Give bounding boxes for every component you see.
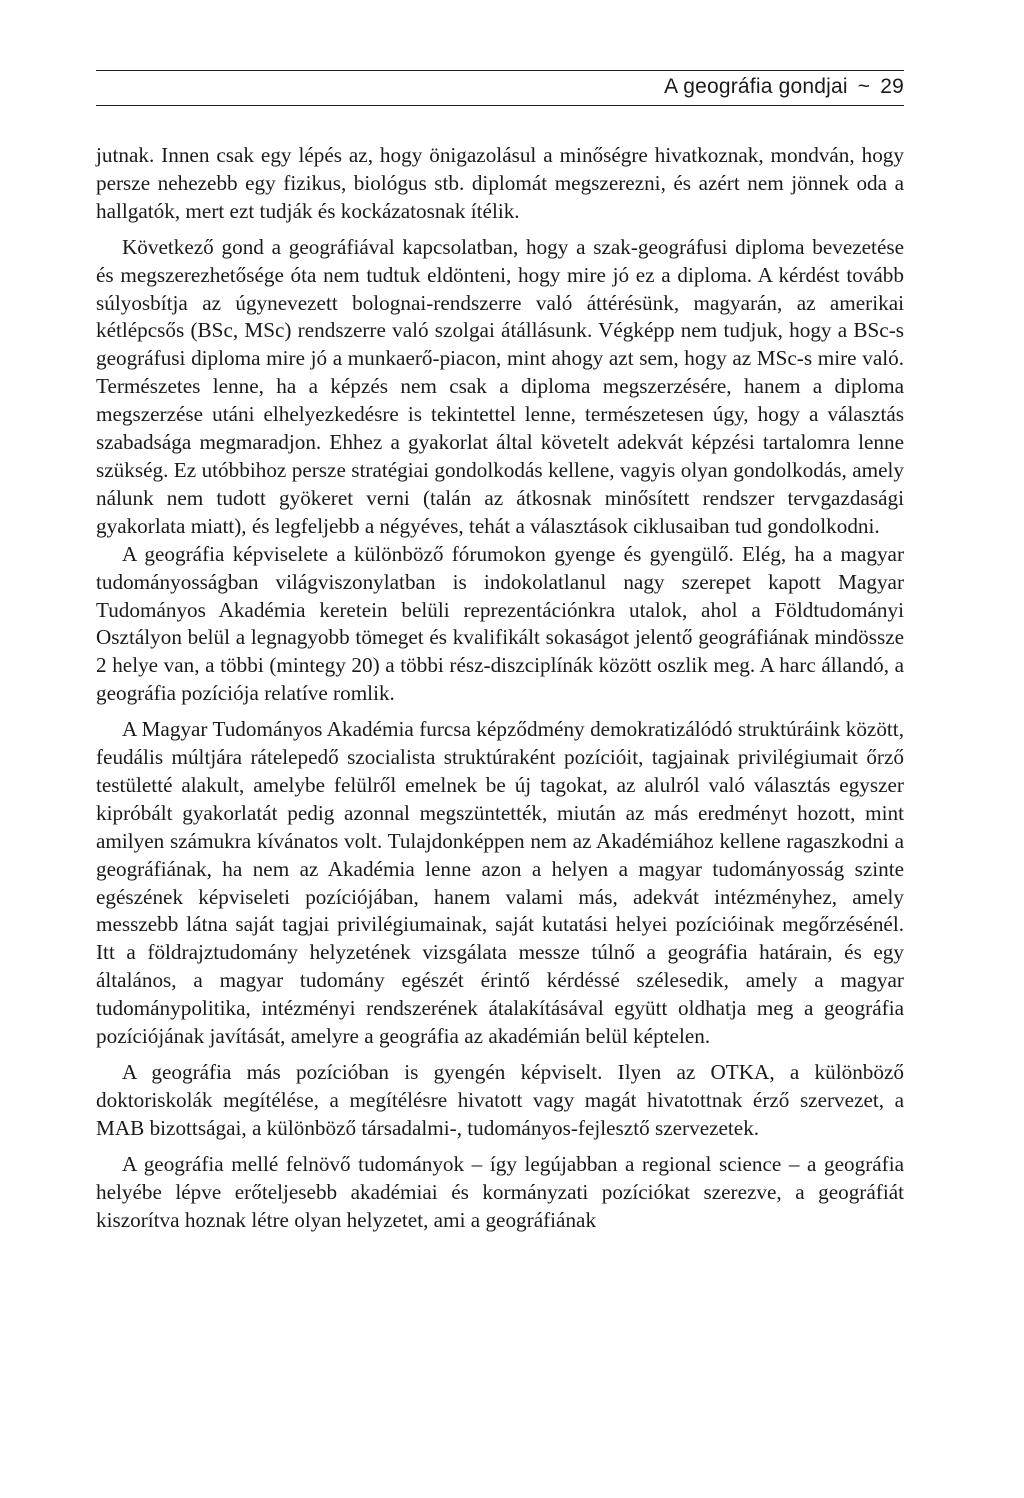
paragraph-2: Következő gond a geográfiával kapcsolatban, hogy a szak-geográfusi diploma bevezetése és megszerezhetősége óta nem tudtuk eldönteni, hogy mire jó ez a diploma. A kérdést tovább súlyosbítja az úgynevezett bolognai-rendszerre való áttérésünk, magyarán, az amerikai kétlépcsős (BSc, MSc) rendszerre való szolgai átállásunk. Végképp nem tudjuk, hogy a BSc-s geográfusi diploma mire jó a munkaerő-piacon, mint ahogy azt sem, hogy az MSc-s mire való. Természetes lenne, ha a képzés nem csak a diploma megszerzésére, hanem a diploma megszerzése utáni elhelyezkedésre is tekintettel lenne, természetesen úgy, hogy a választás szabadsága megmaradjon. Ehhez a gyakorlat által követelt adekvát képzési tartalomra lenne szükség. Ez utóbbihoz persze stratégiai gondolkodás kellene, vagyis olyan gondolkodás, amely nálunk nem tudott gyökeret verni (talán az átkosnak minősített rendszer tervgazdasági gyakorlata miatt), és legfeljebb a négyéves, tehát a választások ciklusaiban tud gondolkodni. bbox=[96, 234, 904, 538]
paragraph-5: A geográfia más pozícióban is gyengén képviselt. Ilyen az OTKA, a különböző doktoriskolák megítélése, a megítélésre hivatott vagy magát hivatottnak érző szervezet, a MAB bizottságai, a különböző társadalmi-, tudományos-fejlesztő szervezetek. bbox=[96, 1060, 904, 1140]
paragraph-4: A Magyar Tudományos Akadémia furcsa képződmény demokratizálódó struktúráink között, feudális múltjára rátelepedő szocialista struktúraként pozícióit, tagjainak privilégiumait őrző testületté alakult, amelybe felülről emelnek be új tagokat, az alulról való választás egyszer kipróbált gyakorlatát pedig azonnal megszüntették, miután az más eredményt hozott, mint amilyen számukra kívánatos volt. Tulajdonképpen nem az Akadémiához kellene ragaszkodni a geográfiának, ha nem az Akadémia lenne azon a helyen a magyar tudományosság szinte egészének képviseleti pozíciójában, hanem valami más, adekvát intézményhez, amely messzebb látna saját tagjai privilégiumainak, saját kutatási helyei pozícióinak megőrzésénél. Itt a földrajztudomány helyzetének vizsgálata messze túlnő a geográfia határain, és egy általános, a magyar tudomány egészét érintő kérdéssé szélesedik, amely a magyar tudománypolitika, intézményi rendszerének átalakításával együtt oldhatja meg a geográfia pozíciójának javítását, amelyre a geográfia az akadémián belül képtelen. bbox=[96, 717, 904, 1049]
header-separator: ~ bbox=[857, 75, 871, 98]
paragraph-3: A geográfia képviselete a különböző fórumokon gyenge és gyengülő. Elég, ha a magyar tudományosságban világviszonylatban is indokolatlanul nagy szerepet kapott Magyar Tudományos Akadémia keretein belüli reprezentációnkra utalok, ahol a Földtudományi Osztályon belül a legnagyobb tömeget és kvalifikált sokaságot jelentő geográfiának mindössze 2 helye van, a többi (mintegy 20) a többi rész-diszciplínák között oszlik meg. A harc állandó, a geográfia pozíciója relatíve romlik. bbox=[96, 541, 904, 706]
page-number: 29 bbox=[880, 75, 904, 98]
header-text bbox=[664, 75, 904, 99]
header-title: A geográfia gondjai bbox=[664, 75, 848, 98]
paragraph-1: jutnak. Innen csak egy lépés az, hogy önigazolásul a minőségre hivatkoznak, mondván, hogy persze nehezebb egy fizikus, biológus stb. diplomát megszerezni, és azért nem jönnek oda a hallgatók, mert ezt tudják és kockázatosnak ítélik. bbox=[96, 143, 904, 223]
book-page bbox=[96, 70, 904, 1242]
body-text bbox=[96, 142, 904, 1234]
paragraph-6: A geográfia mellé felnövő tudományok – így legújabban a regional science – a geográfia helyébe lépve erőteljesebb akadémiai és kormányzati pozíciókat szerezve, a geográfiát kiszorítva hoznak létre olyan helyzetet, ami a geográfiának bbox=[96, 1151, 904, 1232]
running-header bbox=[96, 70, 904, 106]
